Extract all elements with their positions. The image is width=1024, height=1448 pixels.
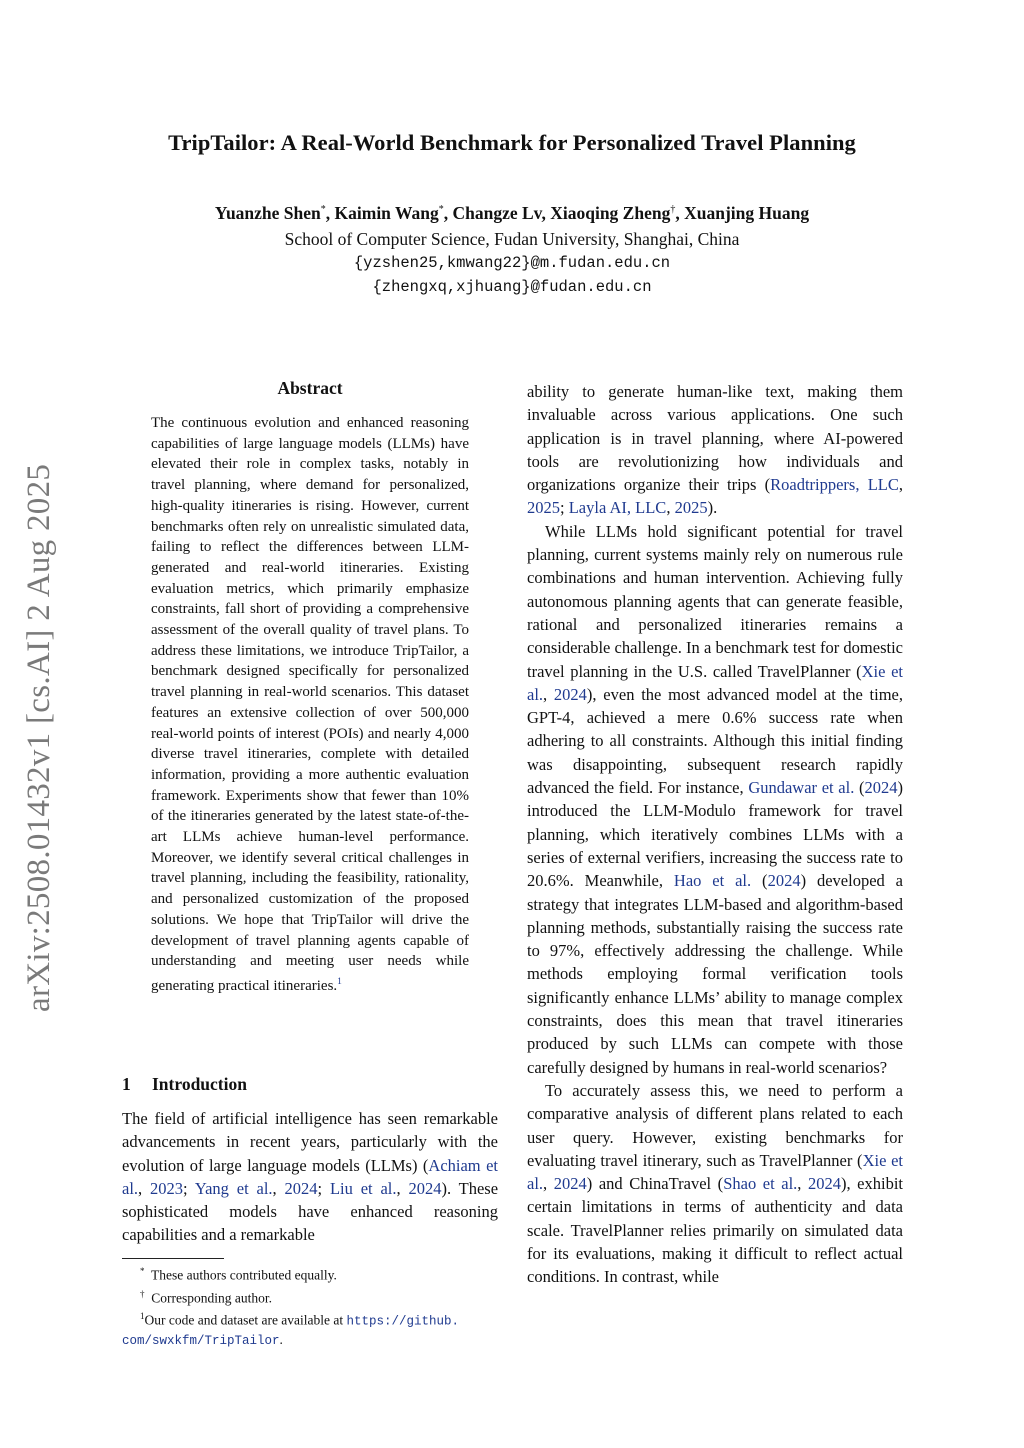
text-run: , [272,1178,285,1198]
author-name: Kaimin Wang [334,203,439,223]
footnote-divider [122,1258,224,1259]
text-run: ), even the most advanced model at the time, GPT-4, achieved a mere 0.6% success rate when adhering to all constraints. Although this initial finding was disappointing, subsequent research rapidly advanced the field. For instance, [527,684,903,798]
section-title: Introduction [152,1074,247,1094]
abstract-heading: Abstract [277,378,343,398]
citation-link[interactable]: Liu et al. [329,1178,397,1198]
footnote-text: Corresponding author. [151,1290,272,1305]
text-run: While LLMs hold significant potential for travel planning, current systems mainly rely on numerous rule combinations and human intervention. Achieving fully autonomous planning agents that can generate feasible, rational and personalized itineraries remains a considerable challenge. In a benchmark test for domestic travel planning in the U.S. called TravelPlanner ( [527,521,903,681]
text-run: , [543,684,554,704]
text-run: ; [317,1178,330,1198]
author-name: Yuanzhe Shen [214,203,321,223]
text-run: , [797,1174,808,1194]
text-run: ) and ChinaTravel ( [586,1174,724,1194]
citation-year-link[interactable]: 2023 [150,1178,184,1198]
body-paragraph [527,1079,903,1289]
citation-link[interactable]: Hao et al. [673,871,752,891]
section-heading [122,1074,498,1095]
text-run: , [543,1174,554,1194]
section-number: 1 [122,1074,131,1094]
affiliation: School of Computer Science, Fudan University, Shanghai, China [284,229,740,249]
arxiv-stamp: arXiv:2508.01432v1 [cs.AI] 2 Aug 2025 [21,463,57,1012]
text-run: ; [560,498,569,518]
author-name: Xuanjing Huang [684,203,810,223]
citation-link[interactable]: Xie et al. [527,1150,904,1194]
text-run: ability to generate human-like text, making them invaluable across various applications. One such application is in travel planning, where AI-powered tools are revolutionizing how individuals and organizations organize their trips ( [527,382,903,495]
author-mark: * [438,204,444,216]
citation-year-link[interactable]: 2024 [767,871,801,891]
email-line: {zhengxq,xjhuang}@fudan.edu.cn [372,278,652,296]
footnote-mark: * [140,1266,145,1276]
author-name: Changze Lv [452,203,542,223]
author-name: Xiaoqing Zheng [550,203,671,223]
citation-link[interactable]: Achiam et al. [122,1155,498,1198]
citation-year-link[interactable]: 2024 [408,1178,442,1198]
citation-year-link[interactable]: 2024 [864,778,898,798]
citation-year-link[interactable]: 2024 [553,684,587,704]
body-paragraph [527,520,903,1079]
text-run: , [396,1178,409,1198]
citation-year-link[interactable]: 2025 [527,498,560,518]
citation-link[interactable]: Roadtrippers, LLC [770,475,899,495]
footnote-continuation [122,1331,502,1350]
author-mark: * [320,204,326,216]
intro-paragraph [122,1107,498,1247]
footnote-text: Our code and dataset are available at [144,1312,347,1328]
text-run: , [898,475,903,495]
introduction-section [122,1074,498,1247]
text-run: ). These sophisticated models have enhanced reasoning capabilities and a remarkable [122,1178,499,1245]
footnotes [122,1262,502,1350]
text-run: ( [751,871,768,891]
text-run: ; [183,1178,195,1198]
text-run: ). [707,498,718,518]
right-column [527,380,903,1289]
text-run: ), exhibit certain limitations in terms of authenticity and data scale. TravelPlanner relies primarily on simulated data for its evaluations, making it difficult to reflect actual conditions. In contrast, while [527,1174,904,1287]
citation-year-link[interactable]: 2024 [553,1174,587,1194]
citation-link[interactable]: Shao et al. [723,1174,798,1194]
abstract-body [151,413,469,997]
footnote-ref-link[interactable]: 1 [337,976,342,987]
text-run: To accurately assess this, we need to perform a comparative analysis of different plans related to each user query. However, existing benchmarks for evaluating travel itinerary, such as TravelPlanner ( [527,1080,903,1170]
citation-link[interactable]: Layla AI, LLC [568,498,667,518]
author-mark: † [670,204,676,216]
author-list: Yuanzhe Shen*, Kaimin Wang*, Changze Lv, Xiaoqing Zheng†, Xuanjing Huang [214,203,810,223]
paper-title: TripTailor: A Real-World Benchmark for Personalized Travel Planning [168,130,856,155]
text-run: The field of artificial intelligence has seen remarkable advancements in recent years, particularly with the evolution of large language models (LLMs) ( [122,1109,498,1175]
text-run: ( [854,778,865,798]
footnote-mark: † [140,1288,145,1299]
text-run: ) introduced the LLM-Modulo framework for travel planning, which iteratively combines LLMs with a series of external verifiers, increasing the success rate to 20.6%. Meanwhile, [527,778,903,891]
abstract-text: The continuous evolution and enhanced reasoning capabilities of large language models (LLMs) have elevated their role in complex tasks, notably in travel planning, where demand for personalized, high-quality itineraries is rising. However, current benchmarks often rely on unrealistic simulated data, failing to reflect the differences between LLM-generated and real-world itineraries. Existing evaluation metrics, which primarily emphasize constraints, fall short of providing a comprehensive assessment of the overall quality of travel plans. To address these limitations, we introduce TripTailor, a benchmark designed specifically for personalized travel planning in real-world scenarios. This dataset features an extensive collection of over 500,000 real-world points of interest (POIs) and nearly 4,000 diverse travel itineraries, complete with detailed information, providing a more authentic evaluation framework. Experiments show that fewer than 10% of the itineraries generated by the latest state-of-the-art LLMs achieve human-level performance. Moreover, we identify several critical challenges in travel planning, including the feasibility, rationality, and personalized customization of the proposed solutions. We hope that TripTailor will drive the development of travel planning agents capable of understanding and meeting user needs while generating practical itineraries. [151,415,469,994]
abstract-section [151,378,469,997]
citation-link[interactable]: Gundawar et al. [748,778,855,798]
body-paragraph [527,380,903,520]
email-line: {yzshen25,kmwang22}@m.fudan.edu.cn [353,254,671,272]
text-run: , [666,498,675,518]
footnote [122,1262,502,1285]
citation-year-link[interactable]: 2025 [674,498,708,518]
footnote [122,1307,502,1331]
citation-year-link[interactable]: 2024 [284,1178,318,1198]
text-run: ) developed a strategy that integrates LLM-based and algorithm-based planning methods, substantially raising the success rate to 97%, effectively addressing the challenge. While methods employing formal verification tools significantly enhance LLMs’ ability to manage complex constraints, does this mean that travel itineraries produced by such LLMs can compete with those carefully designed by humans in real-world scenarios? [527,871,903,1077]
repo-url-link[interactable]: https://github. [346,1314,460,1329]
footnote-mark: 1 [140,1311,145,1321]
citation-link[interactable]: Xie et al. [527,661,904,704]
citation-year-link[interactable]: 2024 [807,1174,841,1194]
footnote-text: These authors contributed equally. [151,1267,337,1283]
footnote [122,1285,502,1308]
text-run: , [138,1178,151,1198]
footnote-text: . [279,1331,283,1347]
citation-link[interactable]: Yang et al. [194,1178,273,1198]
repo-url-link[interactable]: com/swxkfm/TripTailor [122,1333,280,1348]
